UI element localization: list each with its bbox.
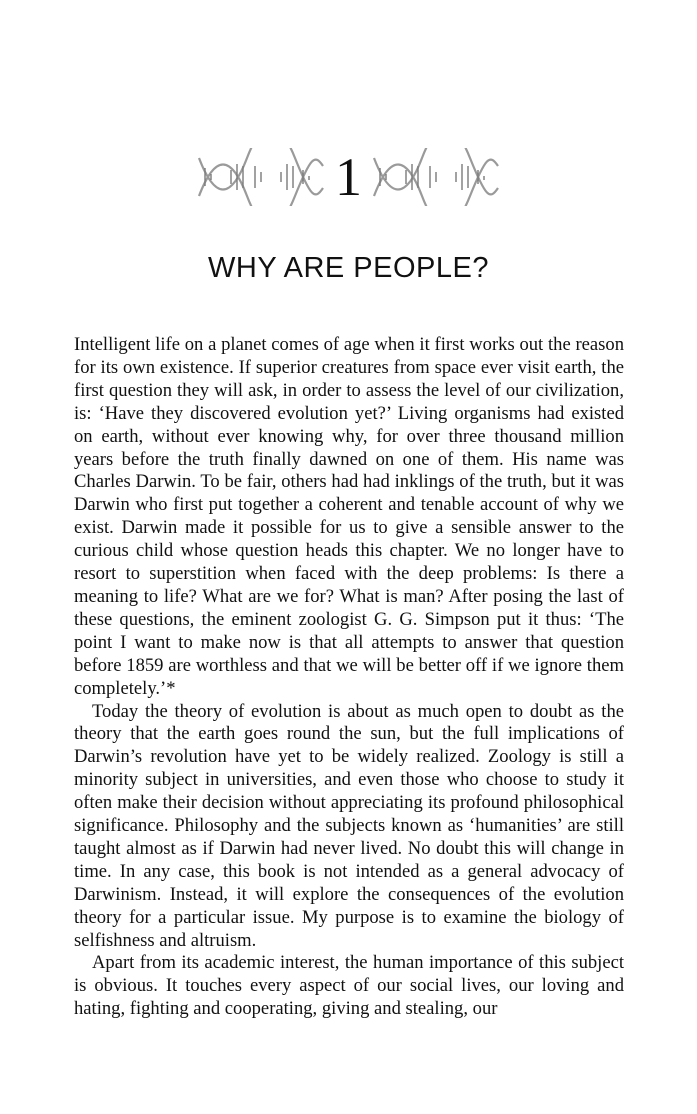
body-paragraph: Today the theory of evolution is about as much open to doubt as the theory that the earth goes round the sun, but the full implications of Darwin’s revolution have yet to be widely realized. Zoology is still a minority subject in universities, and even those who choose to study it often make their decision without appreciating its profound philosophical significance. Philosophy and the subjects known as ‘humanities’ are still taught almost as if Darwin had never lived. No doubt this will change in time. In any case, this book is not intended as a general advocacy of Darwinism. Instead, it will explore the consequences of the evolution theory for a particular issue. My purpose is to examine the biology of selfishness and altruism. xyxy=(74,700,624,951)
dna-helix-icon xyxy=(372,148,500,206)
chapter-title: WHY ARE PEOPLE? xyxy=(208,252,489,284)
chapter-body xyxy=(74,334,624,1021)
body-paragraph: Intelligent life on a planet comes of age when it first works out the reason for its own existence. If superior creatures from space ever visit earth, the first question they will ask, in order to assess the level of our civilization, is: ‘Have they discovered evolution yet?’ Living organisms had existed on earth, without ever knowing why, for over three thousand million years before the truth finally dawned on one of them. His name was Charles Darwin. To be fair, others had had inklings of the truth, but it was Darwin who first put together a coherent and tenable account of why we exist. Darwin made it possible for us to give a sensible answer to the curious child whose question heads this chapter. We no longer have to resort to superstition when faced with the deep problems: Is there a meaning to life? What are we for? What is man? After posing the last of these questions, the eminent zoologist G. G. Simpson put it thus: ‘The point I want to make now is that all attempts to answer that question before 1859 are worthless and that we will be better off if we ignore them completely.’* xyxy=(74,334,624,699)
chapter-heading xyxy=(0,148,697,206)
chapter-number: 1 xyxy=(335,147,362,207)
dna-helix-icon xyxy=(197,148,325,206)
body-paragraph: Apart from its academic interest, the human importance of this subject is obvious. It touches every aspect of our social lives, our loving and hating, fighting and cooperating, giving and stealing, our xyxy=(74,952,624,1020)
